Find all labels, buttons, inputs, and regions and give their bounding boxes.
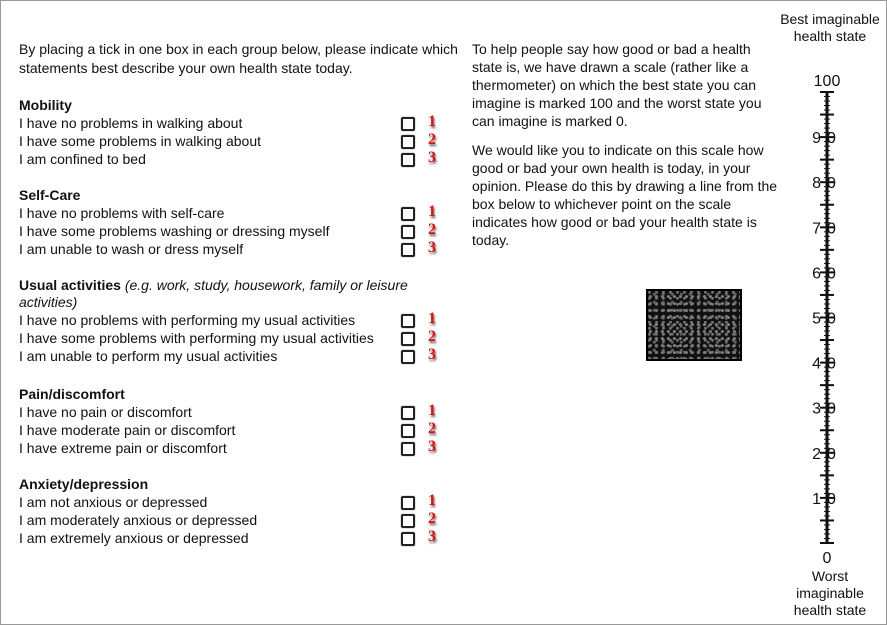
option-row [19, 114, 459, 132]
dimension-title-text: Self-Care [19, 187, 81, 203]
level-number: 2 [428, 221, 436, 238]
tick-checkbox[interactable] [401, 243, 415, 257]
option-label: I am unable to perform my usual activities [19, 348, 278, 364]
option-label: I am not anxious or depressed [19, 494, 208, 510]
tick-checkbox[interactable] [401, 514, 415, 528]
option-row [19, 347, 459, 365]
dimension-title-text: Anxiety/depression [19, 476, 149, 492]
scale-label: 100 [813, 73, 841, 90]
scale-label: 50 [812, 310, 842, 328]
tick-checkbox[interactable] [401, 442, 415, 456]
level-number: 3 [428, 346, 436, 363]
option-label: I am unable to wash or dress myself [19, 241, 244, 257]
level-number: 1 [428, 203, 436, 220]
level-number: 3 [428, 149, 436, 166]
vas-instructions-1: To help people say how good or bad a health state is, we have drawn a scale (rather like a thermometer) on which the best state you can imagine is marked 100 and the worst state you can imagine is marked 0. [472, 41, 762, 129]
option-row [19, 311, 459, 329]
scale-label: 30 [812, 400, 842, 418]
option-row [19, 222, 459, 240]
vas-instructions-2: We would like you to indicate on this scale how good or bad your own health is today, in your opinion. Please do this by drawing a line from the box below to whichever point on the scale indicates how good or bad your health state is today. [472, 142, 778, 248]
dimension-title [19, 386, 459, 403]
option-row [19, 204, 459, 222]
option-label: I am moderately anxious or depressed [19, 512, 258, 528]
level-number: 2 [428, 420, 436, 437]
dimension-usual-activities [19, 277, 459, 365]
best-health-label: Best imaginable health state [780, 11, 880, 44]
your-health-today-box[interactable] [646, 289, 742, 361]
dimension-title-text: Pain/discomfort [19, 386, 125, 402]
scale-label: 70 [812, 220, 842, 238]
scale-label: 20 [812, 445, 842, 463]
dimension-pain-discomfort [19, 386, 459, 457]
tick-checkbox[interactable] [401, 135, 415, 149]
dimension-title [19, 187, 459, 204]
scale-label: 80 [812, 175, 842, 193]
tick-checkbox[interactable] [401, 153, 415, 167]
tick-checkbox[interactable] [401, 332, 415, 346]
tick-checkbox[interactable] [401, 314, 415, 328]
option-row [19, 329, 459, 347]
dimension-title [19, 476, 459, 493]
option-label: I have no problems with performing my usual activities [19, 312, 356, 328]
option-row [19, 132, 459, 150]
option-label: I have some problems washing or dressing myself [19, 223, 330, 239]
option-row [19, 150, 459, 168]
level-number: 3 [428, 438, 436, 455]
dimension-title-text: Usual activities [19, 277, 121, 293]
tick-checkbox[interactable] [401, 225, 415, 239]
scale-label: 90 [812, 130, 842, 148]
level-number: 1 [428, 113, 436, 130]
option-row [19, 421, 459, 439]
dimension-title [19, 277, 459, 311]
option-row [19, 403, 459, 421]
scale-label: 40 [812, 355, 842, 373]
level-number: 1 [428, 402, 436, 419]
dimension-title-text: Mobility [19, 97, 72, 113]
dimension-self-care [19, 187, 459, 258]
worst-health-label: Worst imaginable health state [793, 568, 867, 618]
dimension-anxiety-depression [19, 476, 459, 547]
scale-label: 10 [812, 490, 842, 508]
level-number: 2 [428, 510, 436, 527]
level-number: 2 [428, 328, 436, 345]
option-row [19, 439, 459, 457]
option-label: I have no problems with self-care [19, 205, 225, 221]
dimension-title [19, 97, 459, 114]
level-number: 1 [428, 310, 436, 327]
option-label: I have some problems with performing my usual activities [19, 330, 374, 346]
dimension-note: (e.g. work, study, housework, family or leisure activities) [19, 277, 408, 310]
option-label: I have extreme pain or discomfort [19, 440, 227, 456]
option-row [19, 529, 459, 547]
level-number: 1 [428, 492, 436, 509]
tick-checkbox[interactable] [401, 532, 415, 546]
option-label: I have no pain or discomfort [19, 404, 192, 420]
dimension-mobility [19, 97, 459, 168]
level-number: 2 [428, 131, 436, 148]
option-row [19, 493, 459, 511]
instructions: By placing a tick in one box in each group below, please indicate which statements best describe your own health state today. [19, 41, 458, 76]
tick-checkbox[interactable] [401, 350, 415, 364]
option-label: I am confined to bed [19, 151, 146, 167]
option-row [19, 511, 459, 529]
tick-checkbox[interactable] [401, 117, 415, 131]
level-number: 3 [428, 528, 436, 545]
option-label: I have moderate pain or discomfort [19, 422, 236, 438]
option-label: I have some problems in walking about [19, 133, 262, 149]
scale-label: 0 [822, 550, 832, 565]
tick-checkbox[interactable] [401, 424, 415, 438]
tick-checkbox[interactable] [401, 406, 415, 420]
option-row [19, 240, 459, 258]
option-label: I am extremely anxious or depressed [19, 530, 249, 546]
tick-checkbox[interactable] [401, 496, 415, 510]
option-label: I have no problems in walking about [19, 115, 243, 131]
tick-checkbox[interactable] [401, 207, 415, 221]
scale-label: 60 [812, 265, 842, 283]
vas-scale[interactable] [790, 70, 870, 565]
level-number: 3 [428, 239, 436, 256]
